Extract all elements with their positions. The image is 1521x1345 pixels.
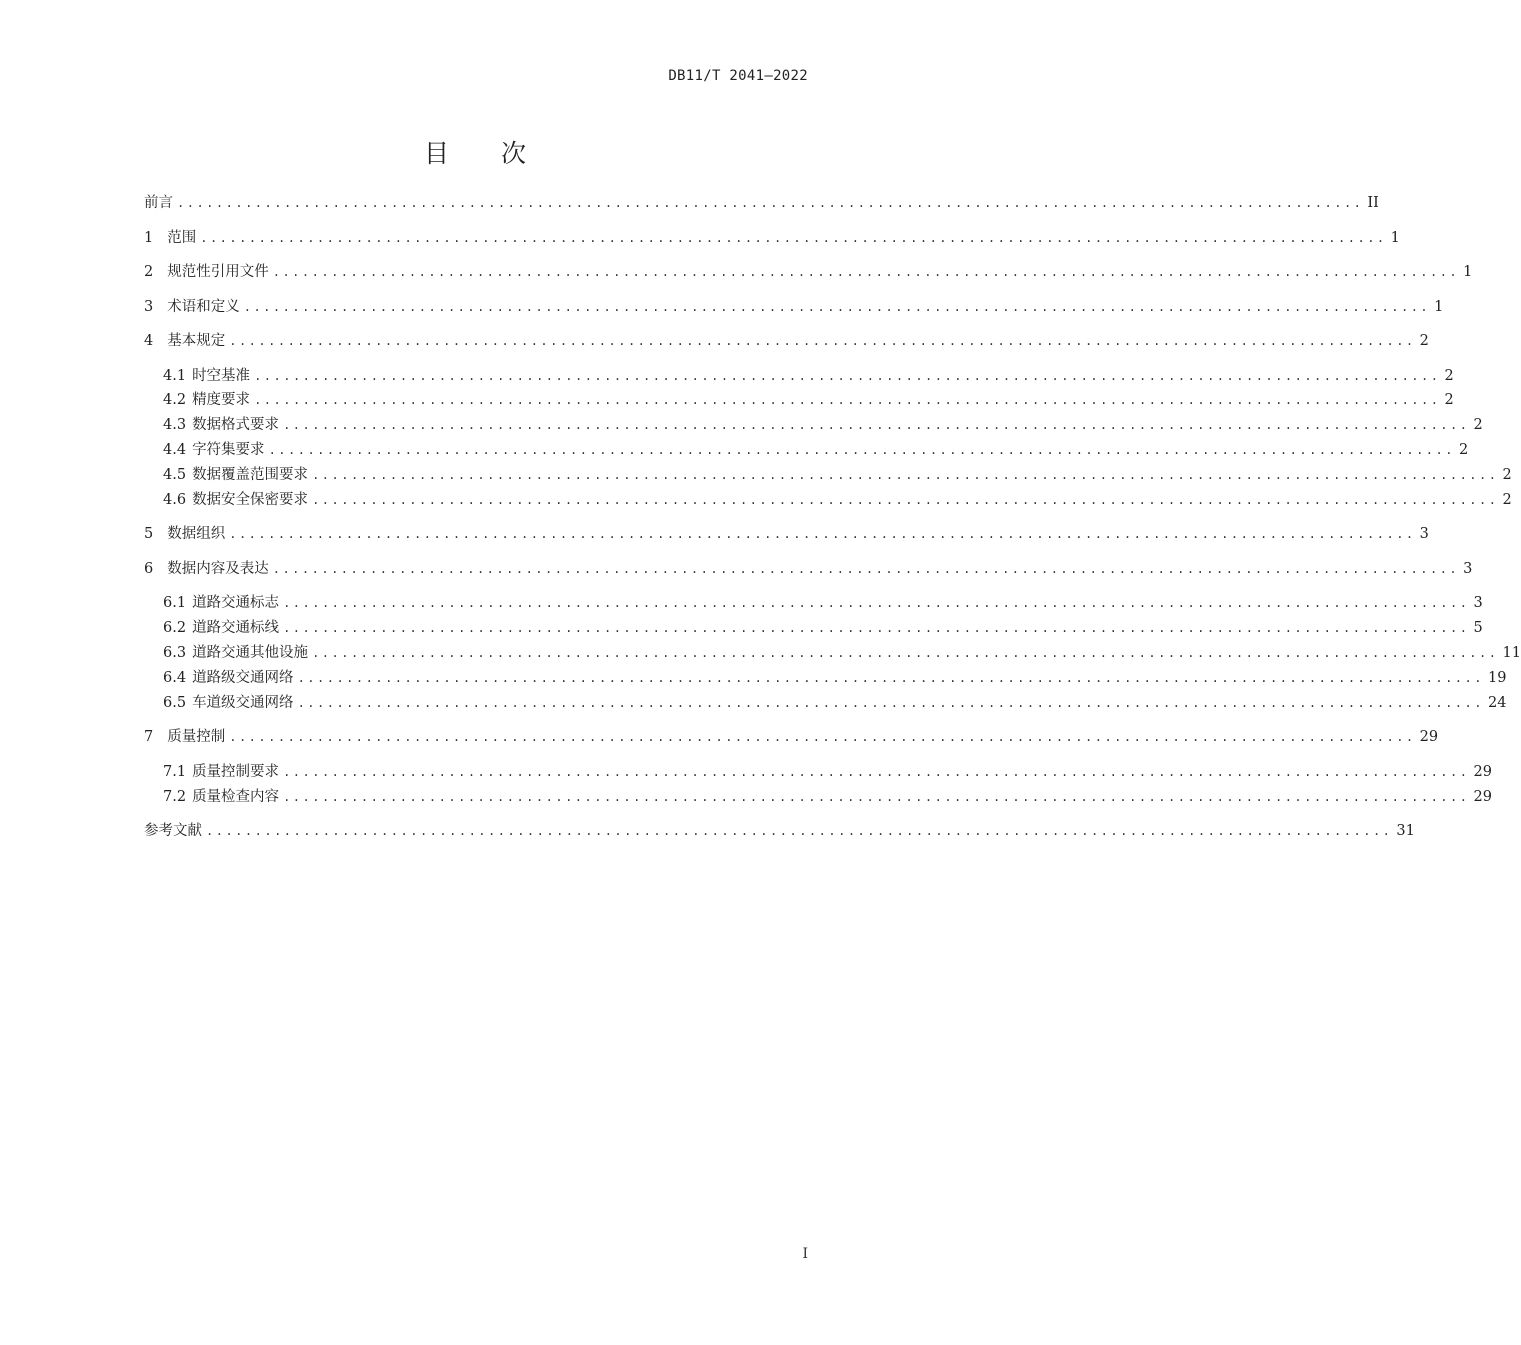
toc-entry-page: 2	[1444, 392, 1454, 408]
toc-entry-6-5[interactable]	[163, 693, 1507, 713]
toc-entry-1[interactable]	[144, 228, 1400, 248]
document-code: DB11/T 2041—2022	[668, 68, 808, 84]
toc-entry-page: 1	[1434, 299, 1444, 315]
toc-entry-number: 1	[144, 230, 154, 246]
toc-entry-4-3[interactable]	[163, 415, 1483, 435]
toc-entry-7[interactable]	[144, 727, 1439, 747]
toc-entry-6-4[interactable]	[163, 668, 1507, 688]
toc-entry-label: 精度要求	[192, 392, 251, 408]
dot-leader: ..........................................................................................................................	[312, 468, 1499, 482]
toc-entry-6-2[interactable]	[163, 618, 1483, 638]
toc-entry-6-3[interactable]	[163, 643, 1521, 663]
toc-entry-page: 2	[1458, 442, 1469, 458]
toc-title-part1: 目	[423, 139, 449, 168]
toc-entry-6[interactable]	[144, 559, 1473, 579]
toc-entry-page: 2	[1444, 368, 1454, 384]
toc-entry-4-6[interactable]	[163, 490, 1512, 510]
dot-leader: ..........................................................................................................................	[283, 418, 1470, 432]
toc-entry-number: 6.4	[163, 670, 187, 686]
toc-entry-page: 11	[1502, 645, 1521, 661]
toc-entry-7-1[interactable]	[163, 762, 1492, 782]
toc-entry-label: 字符集要求	[192, 442, 265, 458]
toc-entry-label: 数据格式要求	[192, 417, 280, 433]
dot-leader: ..........................................................................................................................	[283, 790, 1470, 804]
toc-entry-4-2[interactable]	[163, 390, 1454, 410]
toc-entry-label: 质量控制	[167, 729, 226, 745]
dot-leader: ..........................................................................................................................	[312, 493, 1499, 507]
dot-leader: ..........................................................................................................................	[229, 730, 1416, 744]
toc-entry-label: 质量检查内容	[192, 789, 280, 805]
dot-leader: ..........................................................................................................................	[206, 824, 1393, 838]
toc-entry-label: 道路级交通网络	[192, 670, 294, 686]
toc-entry-number: 6.5	[163, 695, 187, 711]
dot-leader: ..........................................................................................................................	[177, 196, 1364, 210]
toc-entry-number: 4.5	[163, 467, 187, 483]
toc-entry-number: 4.4	[163, 442, 187, 458]
dot-leader: ..........................................................................................................................	[243, 300, 1431, 314]
toc-entry-page: 29	[1473, 764, 1492, 780]
toc-entry-label: 质量控制要求	[192, 764, 280, 780]
toc-entry-label: 数据组织	[167, 526, 226, 542]
toc-entry-2[interactable]	[144, 262, 1473, 282]
dot-leader: ..........................................................................................................................	[254, 393, 1441, 407]
toc-entry-number: 4	[144, 333, 154, 349]
toc-entry-page: 1	[1463, 264, 1473, 280]
toc-entry-label: 前言	[144, 195, 173, 211]
toc-entry-page: 5	[1473, 620, 1483, 636]
toc-entry-page: 1	[1390, 230, 1400, 246]
toc-entry-page: 3	[1463, 561, 1473, 577]
toc-entry-label: 术语和定义	[167, 299, 240, 315]
toc-entry-label: 数据覆盖范围要求	[192, 467, 309, 483]
toc-entry-page: 2	[1473, 417, 1483, 433]
dot-leader: ..........................................................................................................................	[272, 562, 1460, 576]
toc-entry-7-2[interactable]	[163, 787, 1492, 807]
dot-leader: ..........................................................................................................................	[283, 621, 1470, 635]
toc-entry-label: 数据内容及表达	[167, 561, 269, 577]
toc-entry-page: 24	[1487, 695, 1507, 711]
toc-entry-4[interactable]	[144, 331, 1429, 351]
toc-entry-label: 基本规定	[167, 333, 226, 349]
toc-entry-6-1[interactable]	[163, 593, 1483, 613]
toc-entry-references[interactable]	[144, 821, 1415, 841]
toc-entry-label: 规范性引用文件	[167, 264, 269, 280]
toc-entry-number: 3	[144, 299, 154, 315]
toc-entry-number: 6.3	[163, 645, 187, 661]
dot-leader: ..........................................................................................................................	[283, 596, 1470, 610]
toc-entry-label: 道路交通标线	[192, 620, 280, 636]
toc-entry-label: 车道级交通网络	[192, 695, 294, 711]
dot-leader: ..........................................................................................................................	[272, 265, 1460, 279]
toc-entry-number: 6	[144, 561, 154, 577]
toc-entry-page: 29	[1473, 789, 1492, 805]
toc-entry-page: II	[1367, 195, 1379, 211]
dot-leader: ..........................................................................................................................	[283, 765, 1470, 779]
toc-entry-number: 7.1	[163, 764, 187, 780]
toc-entry-number: 7	[144, 729, 154, 745]
dot-leader: ..........................................................................................................................	[297, 671, 1484, 685]
toc-entry-label: 时空基准	[192, 368, 251, 384]
toc-entry-number: 6.2	[163, 620, 187, 636]
toc-entry-number: 2	[144, 264, 154, 280]
dot-leader: ..........................................................................................................................	[229, 334, 1416, 348]
dot-leader: ..........................................................................................................................	[312, 646, 1499, 660]
toc-entry-page: 29	[1419, 729, 1439, 745]
toc-entry-label: 参考文献	[144, 823, 202, 839]
page-number: I	[802, 1246, 808, 1262]
toc-entry-foreword[interactable]	[144, 193, 1379, 213]
toc-entry-3[interactable]	[144, 297, 1444, 317]
toc-entry-page: 31	[1396, 823, 1415, 839]
dot-leader: ..........................................................................................................................	[229, 527, 1416, 541]
toc-entry-number: 6.1	[163, 595, 187, 611]
toc-entry-page: 2	[1419, 333, 1429, 349]
toc-entry-page: 2	[1502, 492, 1512, 508]
dot-leader: ..........................................................................................................................	[297, 696, 1484, 710]
dot-leader: ..........................................................................................................................	[200, 231, 1387, 245]
toc-entry-label: 道路交通标志	[192, 595, 280, 611]
toc-entry-page: 19	[1487, 670, 1507, 686]
toc-entry-page: 3	[1419, 526, 1429, 542]
dot-leader: ..........................................................................................................................	[268, 443, 1455, 457]
toc-entry-4-4[interactable]	[163, 440, 1469, 460]
toc-entry-page: 2	[1502, 467, 1512, 483]
toc-entry-number: 4.6	[163, 492, 187, 508]
toc-entry-5[interactable]	[144, 524, 1429, 544]
dot-leader: ..........................................................................................................................	[254, 369, 1441, 383]
toc-entry-number: 4.1	[163, 368, 187, 384]
toc-entry-number: 4.3	[163, 417, 187, 433]
toc-entry-number: 7.2	[163, 789, 187, 805]
toc-entry-4-5[interactable]	[163, 465, 1512, 485]
toc-entry-page: 3	[1473, 595, 1483, 611]
toc-entry-number: 4.2	[163, 392, 187, 408]
toc-entry-label: 数据安全保密要求	[192, 492, 309, 508]
toc-entry-label: 道路交通其他设施	[192, 645, 309, 661]
toc-title-part2: 次	[501, 139, 527, 168]
toc-entry-number: 5	[144, 526, 154, 542]
toc-entry-4-1[interactable]	[163, 366, 1454, 386]
toc-entry-label: 范围	[167, 230, 197, 246]
